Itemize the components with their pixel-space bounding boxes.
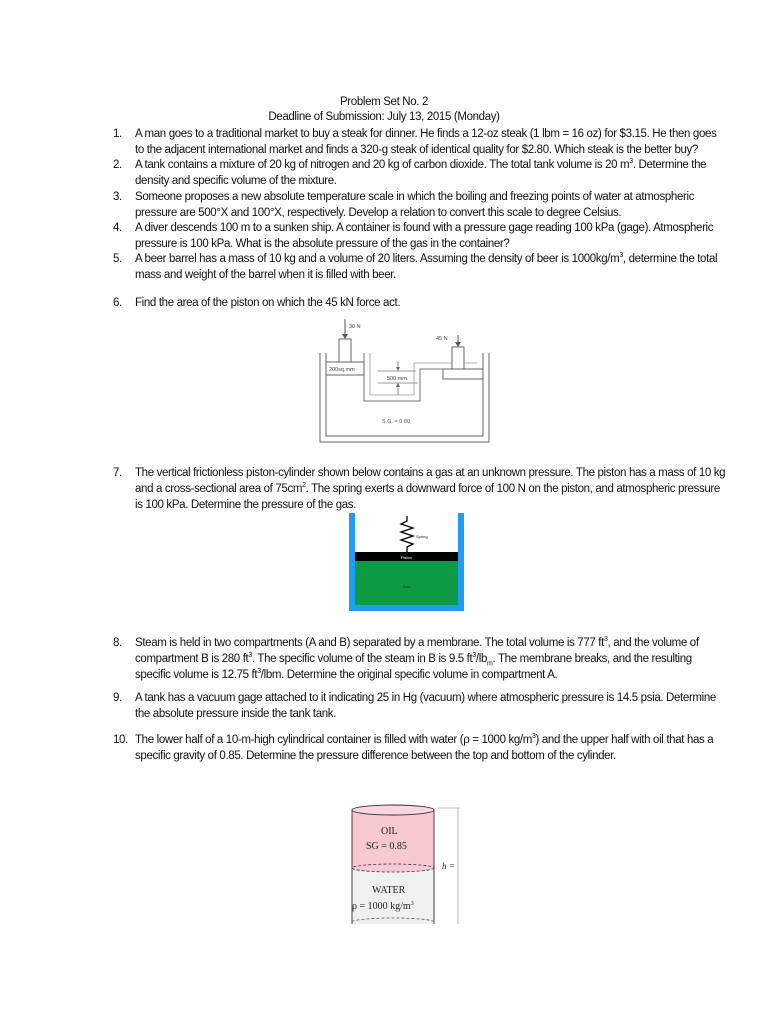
problem-number: 2.: [113, 159, 122, 171]
problem-text-tail: . The membrane breaks, and the resulting: [492, 653, 692, 665]
deadline-line: Deadline of Submission: July 13, 2015 (Monday): [268, 111, 500, 123]
superscript: 3: [472, 652, 476, 660]
superscript: 3: [603, 636, 608, 644]
gas-region: [355, 561, 458, 605]
problem-text-line: A tank contains a mixture of 20 kg of nitrogen and 20 kg of carbon dioxide. The total tank volume is 20 m: [135, 159, 630, 171]
problem-text-line: The vertical frictionless piston-cylinder shown below contains a gas at an unknown pressure. The piston has a mass of 10 kg: [135, 467, 726, 479]
problem-text-line: Steam is held in two compartments (A and B) separated by a membrane. The total volume is 777 ft: [135, 637, 604, 649]
problem-text-tail: /lbm. Determine the original specific volume in compartment A.: [260, 669, 558, 681]
piston-label: Piston: [401, 555, 413, 560]
problem-text-line: mass and weight of the barrel when it is filled with beer.: [135, 269, 396, 281]
problem-text-line: pressure are 500°X and 100°X, respectively. Develop a relation to convert this scale to degree Celsius.: [135, 207, 622, 219]
problem-text-line: A diver descends 100 m to a sunken ship. A container is found with a pressure gage reading 100 kPa (gage). Atmospheric: [135, 222, 714, 234]
problem-number: 8.: [113, 637, 122, 649]
problem-text-line: A beer barrel has a mass of 10 kg and a volume of 20 liters. Assuming the density of beer is 1000kg/m: [135, 253, 620, 265]
spring-piston-figure: [349, 513, 464, 611]
problem-text-line: A man goes to a traditional market to buy a steak for dinner. He finds a 12-oz steak (1 lbm = 16 oz) for $3.15. He then goes: [135, 128, 717, 140]
hydraulic-piston-figure: [314, 315, 500, 450]
superscript: 3: [410, 901, 414, 907]
force-right-label: 45 N: [436, 336, 448, 342]
problem-text-line: compartment B is 280 ft: [135, 653, 249, 665]
problem-text-line: Someone proposes a new absolute temperature scale in which the boiling and freezing points of water at atmospheric: [135, 191, 695, 203]
problem-number: 7.: [113, 467, 122, 479]
problem-number: 3.: [113, 191, 122, 203]
oil-specific-gravity-label: SG = 0.85: [366, 841, 407, 852]
problem-text-line: to the adjacent international market and finds a 320-g steak of identical quality for $2.80. Which steak is the better buy?: [135, 144, 698, 156]
water-density-label: [352, 901, 414, 912]
specific-gravity-label: S.G. = 0.80: [382, 419, 410, 425]
height-label: h =: [442, 861, 455, 871]
problem-number: 9.: [113, 692, 122, 704]
superscript: 3: [629, 158, 633, 166]
gas-label: Gas: [403, 584, 411, 589]
oil-water-cylinder-figure: [346, 800, 464, 928]
problem-text-tail: . The specific volume of the steam in B is 9.5 ft: [251, 653, 473, 665]
problem-text-line: Find the area of the piston on which the 45 kN force act.: [135, 297, 401, 309]
problem-text-line: specific gravity of 0.85. Determine the pressure difference between the top and bottom of the cylinder.: [135, 750, 616, 762]
problem-text-line: pressure is 100 kPa. What is the absolute pressure of the gas in the container?: [135, 238, 510, 250]
problem-text-tail: /lb: [475, 653, 488, 665]
problem-number: 5.: [113, 253, 122, 265]
problem-number: 1.: [113, 128, 122, 140]
problem-text-line: The lower half of a 10-m-high cylindrical container is filled with water (ρ = 1000 kg/m: [135, 734, 532, 746]
problem-set-title: Problem Set No. 2: [339, 96, 428, 108]
problem-text-tail: ) and the upper half with oil that has a: [535, 734, 714, 746]
superscript: 3: [619, 252, 623, 260]
problem-text-tail: . Determine the: [632, 159, 707, 171]
spring-label: Spring: [416, 534, 428, 539]
problem-text-tail: , and the volume of: [607, 637, 699, 649]
superscript: 3: [257, 668, 261, 676]
problem-text-tail: , determine the total: [622, 253, 718, 265]
problem-number: 10.: [113, 734, 128, 746]
problem-text-line: is 100 kPa. Determine the pressure of the gas.: [135, 499, 357, 511]
area-label: 200sq.mm: [329, 367, 355, 373]
oil-label: OIL: [381, 826, 398, 837]
water-density-text: ρ = 1000 kg/m: [352, 901, 411, 912]
problem-text-line: density and specific volume of the mixture.: [135, 175, 337, 187]
superscript: 3: [532, 733, 536, 741]
problem-number: 6.: [113, 297, 122, 309]
force-left-label: 30 N: [349, 324, 361, 330]
superscript: 2: [302, 482, 306, 490]
subscript: m: [487, 660, 493, 668]
problem-text-line: A tank has a vacuum gage attached to it indicating 25 in Hg (vacuum) where atmospheric pressure is 14.5 psia. Determine: [135, 692, 716, 704]
superscript: 3: [248, 652, 252, 660]
problem-text-line: specific volume is 12.75 ft: [135, 669, 258, 681]
gap-label: 500 mm: [387, 376, 407, 382]
problem-text-line: and a cross-sectional area of 75cm: [135, 483, 303, 495]
problem-text-tail: . The spring exerts a downward force of 100 N on the piston, and atmospheric pressure: [305, 483, 720, 495]
problem-number: 4.: [113, 222, 122, 234]
water-label: WATER: [372, 885, 406, 896]
problem-text-line: the absolute pressure inside the tank tank.: [135, 708, 337, 720]
